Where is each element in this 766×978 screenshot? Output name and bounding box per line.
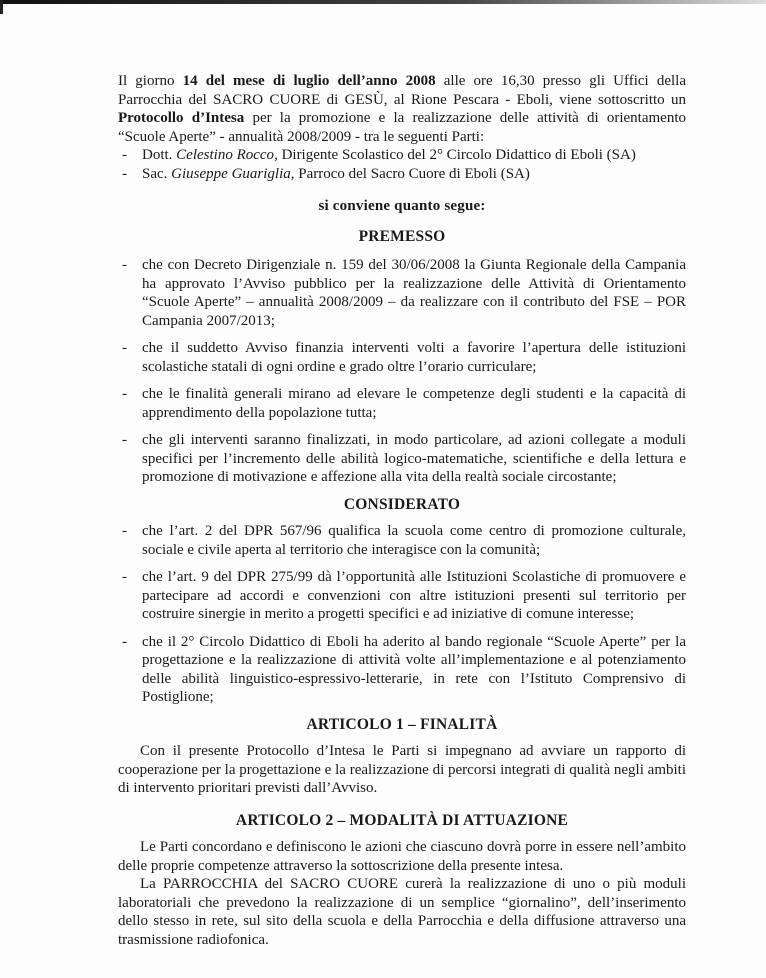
intro-text-3: per la promozione e la realizzazione delle attività di orientamento “Scuole Aperte” - annualità 2008/2009 - tra le seguenti Parti: <box>118 110 686 145</box>
intro-paragraph <box>118 72 686 146</box>
intro-text-1: Il giorno <box>118 73 183 89</box>
considerato-item: - che l’art. 2 del DPR 567/96 qualifica la scuola come centro di promozione culturale, sociale e civile aperta al territorio che interagisce con la comunità; <box>118 522 686 559</box>
premesso-item: - che gli interventi saranno finalizzati, in modo particolare, ad azioni collegate a moduli specifici per l’incremento delle abilità logico-matematiche, scientifiche e della lettura e promozione di motivazione e affezione alla vita della realtà sociale circostante; <box>118 431 686 487</box>
articolo1-heading: ARTICOLO 1 – FINALITÀ <box>306 715 498 733</box>
articolo1-text: Con il presente Protocollo d’Intesa le Parti si impegnano ad avviare un rapporto di cooperazione per la progettazione e la realizzazione di percorsi integrati di qualità negli ambiti di intervento prioritari previsti dall’Avviso. <box>118 743 686 796</box>
premesso-list <box>118 256 686 487</box>
considerato-item: - che il 2° Circolo Didattico di Eboli ha aderito al bando regionale “Scuole Aperte” per la progettazione e la realizzazione di attività volte all’implementazione e al potenziamento delle abilità linguistico-espressivo-letterarie, in rete con l’Istituto Comprensivo di Postiglione; <box>118 633 686 707</box>
document-page <box>118 72 686 949</box>
party-title: Sac. <box>142 165 172 182</box>
premesso-heading: PREMESSO <box>358 227 446 245</box>
party-item <box>118 165 686 184</box>
party-name: Celestino Rocco <box>176 147 275 163</box>
parties-list <box>118 146 686 183</box>
articolo2-text-1: Le Parti concordano e definiscono le azioni che ciascuno dovrà porre in essere nell’ambito delle proprie competenze attraverso la sottoscrizione della presente intesa. <box>118 839 686 874</box>
conviene-heading: si conviene quanto segue: <box>318 198 486 214</box>
considerato-heading: CONSIDERATO <box>343 495 461 513</box>
scan-edge-left <box>0 0 3 14</box>
scan-edge-top <box>0 0 766 4</box>
considerato-list <box>118 522 686 707</box>
party-name: Giuseppe Guariglia <box>171 165 291 182</box>
premesso-item: - che il suddetto Avviso finanzia interventi volti a favorire l’apertura delle istituzioni scolastiche statali di ogni ordine e grado oltre l’orario curriculare; <box>118 339 686 376</box>
intro-protocol: Protocollo d’Intesa <box>118 110 245 126</box>
party-role: , Dirigente Scolastico del 2° Circolo Didattico di Eboli (SA) <box>274 147 636 163</box>
premesso-item: - che le finalità generali mirano ad elevare le competenze degli studenti e la capacità di apprendimento della popolazione tutta; <box>118 385 686 422</box>
party-title: Dott. <box>142 147 177 163</box>
articolo2-heading: ARTICOLO 2 – MODALITÀ DI ATTUAZIONE <box>235 811 569 829</box>
considerato-item: - che l’art. 9 del DPR 275/99 dà l’opportunità alle Istituzioni Scolastiche di promuovere e partecipare ad accordi e convenzioni con altre istituzioni presenti sul territorio per costruire sinergie in merito a progetti specifici e ad iniziative di comune interesse; <box>118 568 686 624</box>
intro-date: 14 del mese di luglio dell’anno 2008 <box>182 73 436 89</box>
party-role: , Parroco del Sacro Cuore di Eboli (SA) <box>290 165 530 182</box>
intro-text-2: alle ore 16,30 presso gli Uffici della Parrocchia del SACRO CUORE di GESÙ, al Rione Pescara - Eboli, viene sottoscritto un <box>118 73 686 108</box>
premesso-item: - che con Decreto Dirigenziale n. 159 del 30/06/2008 la Giunta Regionale della Campania ha approvato l’Avviso pubblico per la realizzazione delle Attività di Orientamento “Scuole Aperte” – annualità 2008/2009 – da realizzare con il contributo del FSE – POR Campania 2007/2013; <box>118 256 686 330</box>
party-item <box>118 146 686 165</box>
articolo2-text-2: La PARROCCHIA del SACRO CUORE curerà la realizzazione di uno o più moduli laboratoriali che prevedono la realizzazione di un semplice “giornalino”, dell’inserimento dello stesso in rete, sul sito della scuola e della Parrocchia e della diffusione attraverso una trasmissione radiofonica. <box>118 876 686 948</box>
